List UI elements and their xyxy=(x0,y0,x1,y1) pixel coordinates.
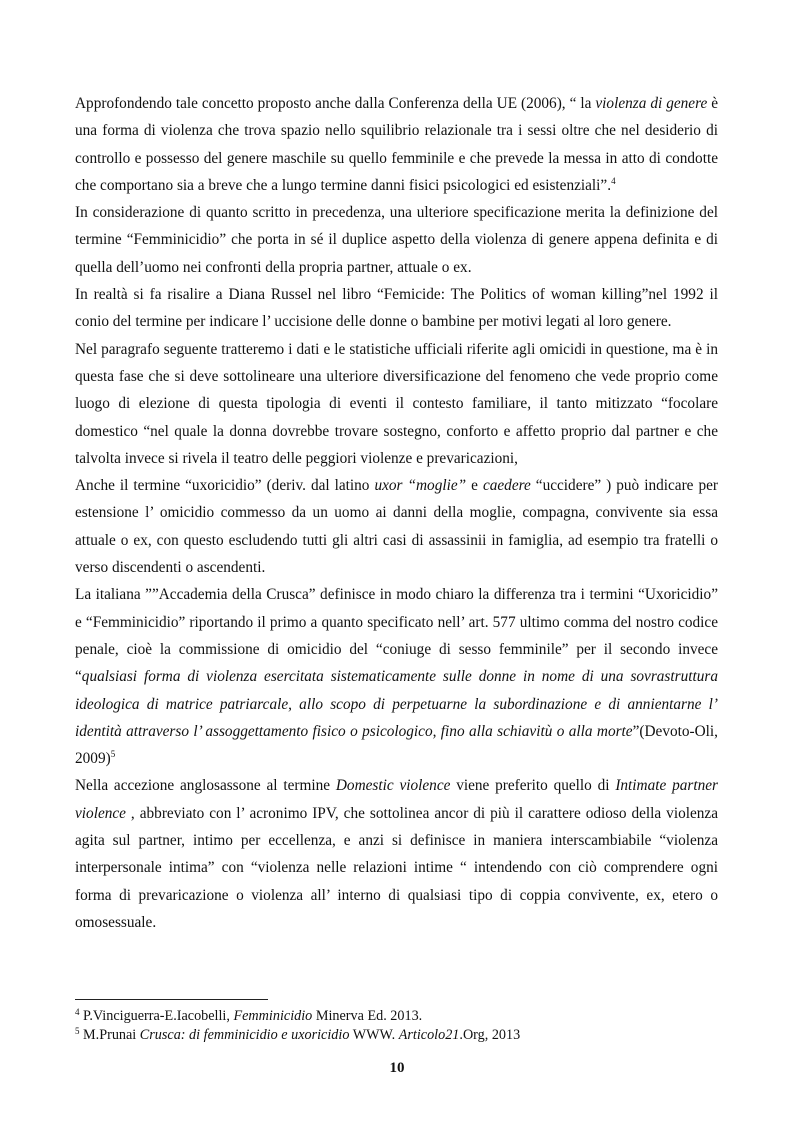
italic-text: Intimate partner violence xyxy=(75,777,718,822)
text-run: In considerazione di quanto scritto in precedenza, una ulteriore specificazione merita la definizione del termine “Femminicidio” che porta in sé il duplice aspetto della violenza di genere appena definita e di quella dell’uomo nei confronti della propria partner, attuale o ex. xyxy=(75,204,718,276)
italic-text: Domestic violence xyxy=(335,777,451,795)
footnote xyxy=(75,1007,735,1026)
paragraph xyxy=(75,90,718,199)
footnote-separator xyxy=(75,999,268,1000)
page-number: 10 xyxy=(389,1060,405,1076)
text-run: P.Vinciguerra-E.Iacobelli, xyxy=(79,1008,234,1024)
paragraph xyxy=(75,772,718,936)
italic-text: qualsiasi forma di violenza esercitata sistematicamente sulle donne in nome di una sovrastruttura ideologica di matrice patriarcale, allo scopo di perpetuarne la subordinazione e di annientarne l’ identità attraverso l’ assoggettamento fisico o psicologico, fino alla schiavitù o alla morte xyxy=(75,668,718,740)
footnotes xyxy=(75,1007,735,1044)
footnote-ref: 5 xyxy=(75,1025,80,1036)
text-run: è una forma di violenza che trova spazio nello squilibrio relazionale tra i sessi oltre che nel desiderio di controllo e possesso del genere maschile su quello femminile e che prevede la messa in atto di condotte che comportano sia a breve che a lungo termine danni fisici psicologici ed esistenziali”. xyxy=(75,95,719,194)
italic-text: caedere xyxy=(482,477,531,495)
text-run: , abbreviato con l’ acronimo IPV, che sottolinea ancor di più il carattere odioso della violenza agita sul partner, intimo per eccellenza, e anzi si definisce in maniera interscambiabile “violenza interpersonale intima” con “violenza nelle relazioni intime “ intendendo con ciò comprendere ogni forma di prevaricazione o violenza all’ interno di qualsiasi tipo di coppia convivente, ex, etero o omosessuale. xyxy=(75,804,718,931)
footnote-ref: 4 xyxy=(611,175,616,186)
text-run: Nella accezione anglosassone al termine xyxy=(75,777,336,795)
document-body xyxy=(75,90,718,936)
paragraph xyxy=(75,199,718,281)
text-run: In realtà si fa risalire a Diana Russel nel libro “Femicide: The Politics of woman killing”nel 1992 il conio del termine per indicare l’ uccisione delle donne o bambine per motivi legati al loro genere. xyxy=(75,286,718,331)
footnote xyxy=(75,1026,735,1045)
text-run: La italiana ””Accademia della Crusca” definisce in modo chiaro la differenza tra i termini “Uxoricidio” e “Femminicidio” riportando il primo a quanto specificato nell’ art. 577 ultimo comma del nostro codice penale, cioè la commissione di omicidio del “coniuge di sesso femminile” per il secondo invece “ xyxy=(75,586,718,686)
italic-text: Femminicidio xyxy=(233,1008,313,1024)
italic-text: Crusca: di femminicidio e uxoricidio xyxy=(139,1026,350,1043)
paragraph xyxy=(75,472,718,581)
text-run: Nel paragrafo seguente tratteremo i dati e le statistiche ufficiali riferite agli omicidi in questione, ma è in questa fase che si deve sottolineare una ulteriore diversificazione del fenomeno che vede proprio come luogo di elezione di questa tipologia di eventi il contesto familiare, il tanto mitizzato “focolare domestico “nel quale la donna dovrebbe trovare sostegno, conforto e affetto proprio dal partner e che talvolta invece si rivela il teatro delle peggiori violenze e prevaricazioni, xyxy=(75,340,718,467)
text-run: viene preferito quello di xyxy=(450,777,616,795)
text-run: Minerva Ed. 2013. xyxy=(312,1008,423,1024)
italic-text: Articolo21 xyxy=(398,1026,460,1043)
text-run: WWW. xyxy=(349,1026,399,1043)
text-run: Anche il termine “uxoricidio” (deriv. dal latino xyxy=(75,477,375,495)
text-run: Approfondendo tale concetto proposto anche dalla Conferenza della UE (2006), “ la xyxy=(75,95,596,112)
footnote-ref: 5 xyxy=(110,749,116,760)
paragraph xyxy=(75,281,718,336)
paragraph xyxy=(75,336,718,472)
text-run: ”(Devoto-Oli, 2009) xyxy=(75,722,718,768)
footnote-ref: 4 xyxy=(75,1007,80,1017)
text-run: e xyxy=(466,477,483,495)
italic-text: violenza di genere xyxy=(595,95,708,112)
text-run: “uccidere” ) può indicare per estensione l’ omicidio commesso da un uomo ai danni della moglie, compagna, convivente sia essa attuale o ex, con questo escludendo tutti gli altri casi di assassinii in famiglia, ad esempio tra fratelli o verso discendenti o ascendenti. xyxy=(75,477,718,577)
italic-text: uxor “moglie” xyxy=(374,477,467,495)
text-run: M.Prunai xyxy=(79,1026,140,1043)
paragraph xyxy=(75,581,718,772)
text-run: .Org, 2013 xyxy=(459,1026,521,1043)
